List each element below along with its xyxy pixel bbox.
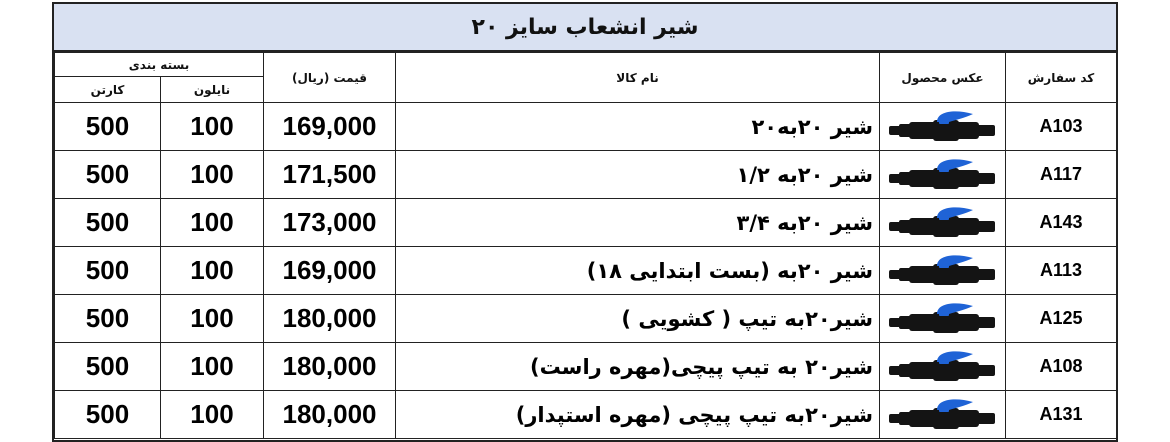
header-name: نام کالا [396, 53, 880, 103]
order-code: A143 [1006, 199, 1117, 247]
valve-product-icon [887, 157, 999, 193]
nylon-qty: 100 [161, 343, 264, 391]
price-cell: 169,000 [264, 103, 396, 151]
product-photo [880, 343, 1006, 391]
price-cell: 171,500 [264, 151, 396, 199]
page-title: شیر انشعاب سایز ۲۰ [471, 14, 699, 40]
product-photo [880, 391, 1006, 439]
product-name: شیر۲۰به تیپ ( کشویی ) [396, 295, 880, 343]
nylon-qty: 100 [161, 295, 264, 343]
valve-product-icon [887, 301, 999, 337]
nylon-qty: 100 [161, 199, 264, 247]
valve-product-icon [887, 109, 999, 145]
table-row [55, 151, 1117, 199]
table-row [55, 103, 1117, 151]
title-bar [54, 4, 1116, 52]
header-row-1 [55, 53, 1117, 77]
product-name: شیر ۲۰به ۳/۴ [396, 199, 880, 247]
table-row [55, 343, 1117, 391]
carton-qty: 500 [55, 343, 161, 391]
carton-qty: 500 [55, 103, 161, 151]
price-cell: 169,000 [264, 247, 396, 295]
order-code: A117 [1006, 151, 1117, 199]
price-cell: 180,000 [264, 391, 396, 439]
table-row [55, 391, 1117, 439]
valve-product-icon [887, 349, 999, 385]
price-list-sheet [52, 2, 1118, 442]
header-packing: بسته بندی [55, 53, 264, 77]
header-photo: عکس محصول [880, 53, 1006, 103]
order-code: A103 [1006, 103, 1117, 151]
price-table [54, 52, 1117, 439]
nylon-qty: 100 [161, 247, 264, 295]
header-price: قیمت (ریال) [264, 53, 396, 103]
header-code: کد سفارش [1006, 53, 1117, 103]
nylon-qty: 100 [161, 391, 264, 439]
carton-qty: 500 [55, 247, 161, 295]
carton-qty: 500 [55, 199, 161, 247]
product-photo [880, 103, 1006, 151]
order-code: A108 [1006, 343, 1117, 391]
product-name: شیر ۲۰به۲۰ [396, 103, 880, 151]
product-photo [880, 199, 1006, 247]
price-cell: 180,000 [264, 343, 396, 391]
valve-product-icon [887, 205, 999, 241]
valve-product-icon [887, 397, 999, 433]
nylon-qty: 100 [161, 151, 264, 199]
price-cell: 180,000 [264, 295, 396, 343]
product-photo [880, 151, 1006, 199]
carton-qty: 500 [55, 295, 161, 343]
product-name: شیر ۲۰به (بست ابتدایی ۱۸) [396, 247, 880, 295]
header-carton: کارتن [55, 77, 161, 103]
order-code: A131 [1006, 391, 1117, 439]
header-nylon: نایلون [161, 77, 264, 103]
product-name: شیر۲۰ به تیپ پیچی(مهره راست) [396, 343, 880, 391]
price-cell: 173,000 [264, 199, 396, 247]
carton-qty: 500 [55, 391, 161, 439]
product-photo [880, 295, 1006, 343]
valve-product-icon [887, 253, 999, 289]
order-code: A125 [1006, 295, 1117, 343]
carton-qty: 500 [55, 151, 161, 199]
table-row [55, 199, 1117, 247]
order-code: A113 [1006, 247, 1117, 295]
product-name: شیر ۲۰به ۱/۲ [396, 151, 880, 199]
product-photo [880, 247, 1006, 295]
table-row [55, 247, 1117, 295]
nylon-qty: 100 [161, 103, 264, 151]
table-row [55, 295, 1117, 343]
product-name: شیر۲۰به تیپ پیچی (مهره استپدار) [396, 391, 880, 439]
table-body [55, 103, 1117, 439]
